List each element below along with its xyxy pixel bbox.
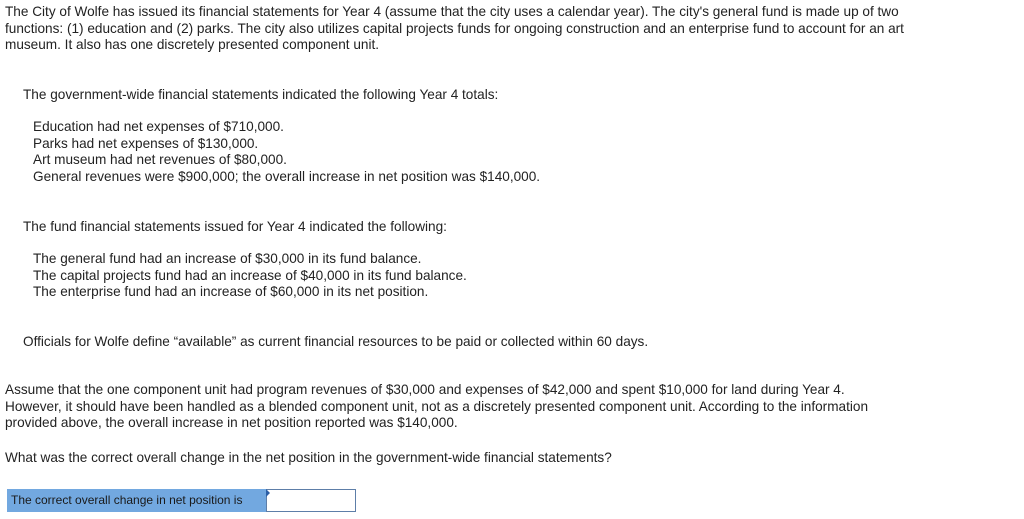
input-marker-icon [266,489,270,497]
answer-input-wrap [266,489,356,512]
intro-paragraph: The City of Wolfe has issued its financial statements for Year 4 (assume that the city uses a calendar year). The city's general fund is made up of two functions: (1) education and (2) parks. The city also utilizes capital projects funds for ongoing construction and an enterprise fund to account for an art museum. It also has one discretely presented component unit. [5,4,904,53]
gov-wide-item-education: Education had net expenses of $710,000. [33,119,284,134]
answer-row [7,489,356,512]
fund-item-capital-projects: The capital projects fund had an increase of $40,000 in its fund balance. [33,267,467,283]
question-text: What was the correct overall change in the net position in the government-wide financial statements? [5,450,612,465]
gov-wide-item-parks: Parks had net expenses of $130,000. [33,135,259,151]
fund-item-general: The general fund had an increase of $30,000 in its fund balance. [33,251,422,266]
gov-wide-list [33,119,933,185]
gov-wide-item-art-museum: Art museum had net revenues of $80,000. [33,152,287,168]
officials-paragraph: Officials for Wolfe define “available” as current financial resources to be paid or collected within 60 days. [23,334,649,349]
gov-wide-heading: The government-wide financial statements indicated the following Year 4 totals: [23,87,499,102]
gov-wide-item-general-revenues: General revenues were $900,000; the overall increase in net position was $140,000. [33,168,541,184]
assume-paragraph: Assume that the one component unit had program revenues of $30,000 and expenses of $42,000 and spent $10,000 for land during Year 4. However, it should have been handled as a blended component unit, not as a discretely presented component unit. According to the information provided above, the overall increase in net position reported was $140,000. [5,382,869,431]
fund-list [33,251,933,301]
answer-input[interactable] [266,489,356,512]
answer-label: The correct overall change in net position is [7,489,266,512]
fund-heading: The fund financial statements issued for Year 4 indicated the following: [23,219,447,234]
fund-item-enterprise: The enterprise fund had an increase of $60,000 in its net position. [33,284,429,300]
